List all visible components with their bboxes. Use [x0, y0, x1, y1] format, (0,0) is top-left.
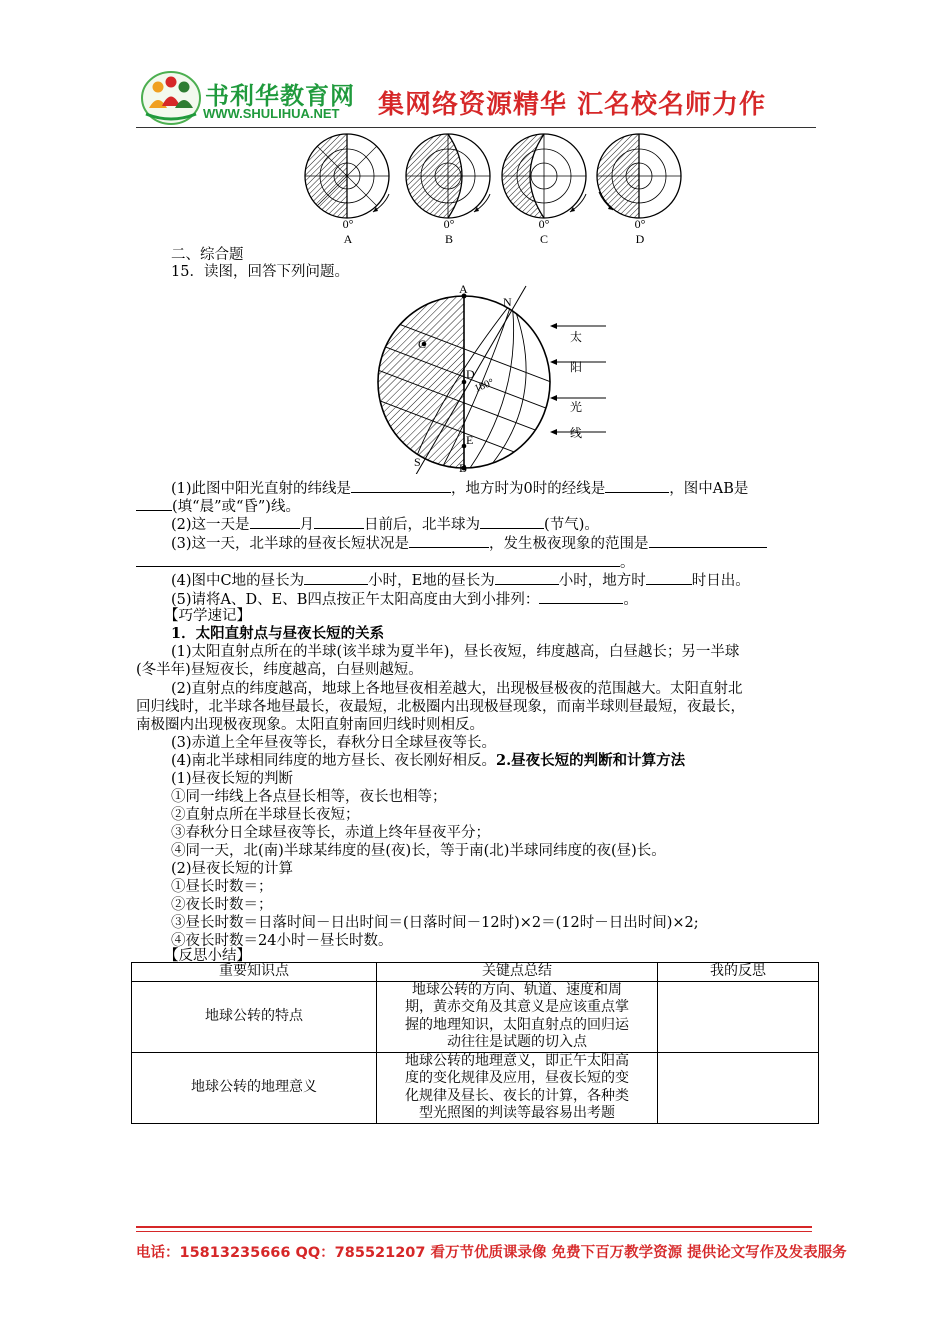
q15-5-line: (5)请将A、D、E、B四点按正午太阳高度由大到小排列： 。 [171, 589, 638, 609]
answer-blank[interactable] [250, 514, 300, 529]
illumination-globe-figure [372, 282, 612, 474]
table-header-row [132, 963, 819, 982]
site-name: 书利华教育网 [205, 82, 355, 110]
option-d-letter: D [635, 232, 645, 246]
answer-blank[interactable] [136, 552, 620, 567]
option-d-diagram [595, 132, 687, 222]
sunlight-char-3: 光 [570, 400, 583, 414]
notes-s1-item2: ②直射点所在半球昼长夜短； [171, 807, 360, 823]
option-c-degree: 0° [538, 217, 550, 231]
summary-cell: 地球公转的方向、轨道、速度和周 期，黄赤交角及其意义是应该重点掌 握的地理知识，太阳直射点的回归运 动往往是试题的切入点 [377, 981, 658, 1052]
option-c-diagram [500, 132, 592, 222]
notes-s2-item3: ③昼长时数＝日落时间－日出时间＝(日落时间－12时)×2＝(12时－日出时间)×2; [171, 915, 699, 931]
point-s-label: S [414, 455, 421, 469]
notes-s1-item4: ④同一天，北(南)半球某纬度的昼(夜)长，等于南(北)半球同纬度的夜(昼)长。 [171, 843, 666, 859]
option-b-degree: 0° [443, 217, 455, 231]
q15-4-line: (4)图中C地的昼长为 小时，E地的昼长为 小时，地方时 时日出。 [171, 570, 750, 590]
notes-s2: (2)昼夜长短的计算 [171, 861, 294, 877]
my-reflection-cell[interactable] [658, 1052, 819, 1123]
answer-blank[interactable] [649, 533, 767, 548]
table-header-cell: 我的反思 [658, 963, 819, 982]
notes-p3: (3)赤道上全年昼夜等长，春秋分日全球昼夜等长。 [171, 735, 497, 751]
notes-p1-line1: (1)太阳直射点所在的半球(该半球为夏半年)，昼长夜短，纬度越高，白昼越长；另一半球 [171, 644, 740, 660]
footer-contact: 电话：15813235666 QQ：785521207 看万节优质课录像 免费下百万教学资源 提供论文写作及发表服务 [136, 1245, 847, 1261]
point-n-label: N [503, 295, 512, 309]
table-header-cell: 重要知识点 [132, 963, 377, 982]
footer-divider [136, 1226, 812, 1228]
point-e-label: E [466, 433, 474, 447]
option-a-diagram [303, 132, 395, 222]
answer-blank[interactable] [605, 478, 669, 493]
table-row [132, 1052, 819, 1123]
section-title: 二、综合题 [171, 247, 244, 263]
my-reflection-cell[interactable] [658, 981, 819, 1052]
point-b-label: B [459, 461, 468, 474]
reflection-table [131, 962, 819, 1124]
topic-cell: 地球公转的特点 [132, 981, 377, 1052]
answer-blank[interactable] [304, 570, 368, 585]
sunlight-char-1: 太 [570, 330, 583, 344]
notes-subheading-2: 2.昼夜长短的判断和计算方法 [496, 752, 686, 769]
site-url: WWW.SHULIHUA.NET [203, 106, 340, 121]
sunlight-char-4: 线 [570, 426, 583, 440]
option-a-degree: 0° [342, 217, 354, 231]
answer-blank[interactable] [495, 570, 559, 585]
option-c-letter: C [539, 232, 548, 246]
option-b-diagram [404, 132, 496, 222]
answer-blank[interactable] [314, 514, 364, 529]
notes-p1-line2: (冬半年)昼短夜长，纬度越高，白昼则越短。 [136, 662, 423, 678]
summary-cell: 地球公转的地理意义，即正午太阳高 度的变化规律及应用，昼夜长短的变 化规律及昼长、夜长的计算，各种类 型光照图的判读等最容易出考题 [377, 1052, 658, 1123]
notes-heading: 【巧学速记】 [164, 608, 251, 624]
answer-blank[interactable] [351, 478, 451, 493]
option-b-letter: B [444, 232, 453, 246]
notes-s1-item3: ③春秋分日全球昼夜等长，赤道上终年昼夜平分； [171, 825, 490, 841]
site-logo [140, 70, 202, 126]
q15-1-line1: (1)此图中阳光直射的纬线是 ，地方时为0时的经线是 ，图中AB是 [171, 478, 748, 498]
answer-blank[interactable] [646, 570, 692, 585]
table-row [132, 981, 819, 1052]
answer-blank[interactable] [409, 533, 489, 548]
q15-2-line: (2)这一天是 月 日前后，北半球为 (节气)。 [171, 514, 599, 534]
notes-p4-line: (4)南北半球相同纬度的地方昼长、夜长刚好相反。2.昼夜长短的判断和计算方法 [171, 752, 686, 769]
notes-s2-item2: ②夜长时数＝； [171, 897, 273, 913]
answer-blank[interactable] [539, 589, 623, 604]
point-d-label: D [466, 367, 475, 381]
answer-blank[interactable] [480, 514, 544, 529]
header-divider [136, 127, 816, 128]
notes-p2-line3: 南极圈内出现极夜现象。太阳直射南回归线时则相反。 [136, 717, 484, 733]
q15-3-line1: (3)这一天，北半球的昼夜长短状况是 ，发生极夜现象的范围是 [171, 533, 767, 553]
notes-s1: (1)昼夜长短的判断 [171, 771, 294, 787]
site-slogan: 集网络资源精华 汇名校名师力作 [378, 90, 767, 120]
notes-s2-item4: ④夜长时数＝24小时－昼长时数。 [171, 933, 393, 949]
q15-1-line2: (填“晨”或“昏”)线。 [136, 496, 300, 516]
reflection-heading: 【反思小结】 [164, 948, 251, 964]
notes-subheading-1: 1．太阳直射点与昼夜长短的关系 [171, 625, 385, 642]
notes-p2-line1: (2)直射点的纬度越高，地球上各地昼夜相差越大，出现极昼极夜的范围越大。太阳直射北 [171, 681, 743, 697]
option-a-letter: A [343, 232, 353, 246]
topic-cell: 地球公转的地理意义 [132, 1052, 377, 1123]
question-15-stem: 15．读图，回答下列问题。 [171, 264, 349, 280]
meridian-180-label: 180° [473, 377, 496, 395]
notes-s2-item1: ①昼长时数＝； [171, 879, 273, 895]
option-d-degree: 0° [634, 217, 646, 231]
answer-blank[interactable] [136, 496, 172, 511]
point-a-label: A [459, 282, 468, 296]
sunlight-char-2: 阳 [570, 360, 583, 374]
point-c-label: C [418, 337, 427, 351]
notes-p2-line2: 回归线时，北半球各地昼最长，夜最短，北极圈内出现极昼现象，而南半球则昼最短，夜最长， [136, 699, 745, 715]
table-header-cell: 关键点总结 [377, 963, 658, 982]
footer-divider-thin [136, 1231, 812, 1232]
notes-s1-item1: ①同一纬线上各点昼长相等，夜长也相等； [171, 789, 447, 805]
q15-3-line2: 。 [136, 552, 635, 572]
